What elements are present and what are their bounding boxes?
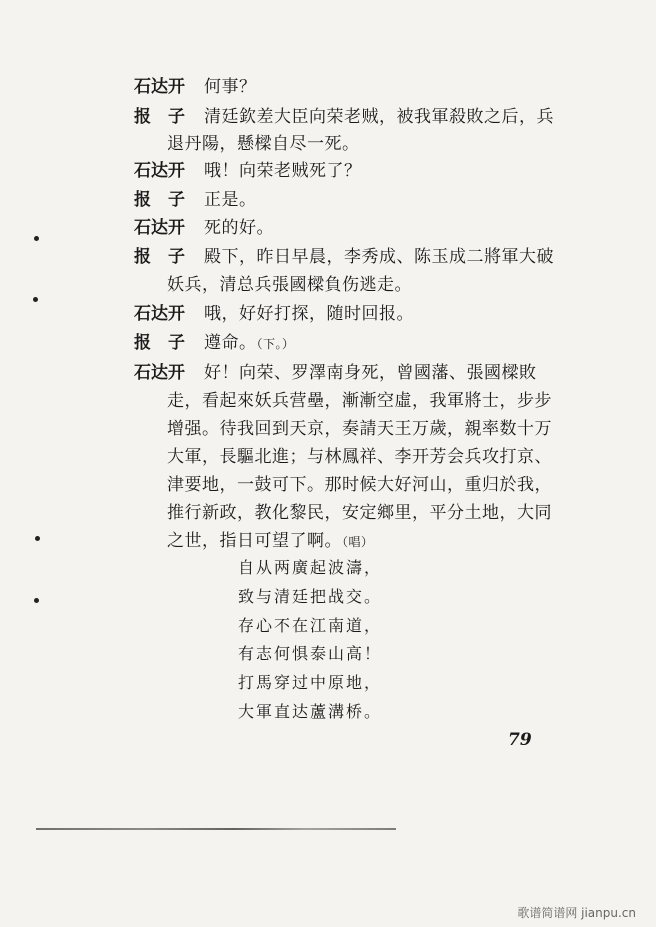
speech-main: 遵命。 xyxy=(204,333,257,353)
speech-continuation: 大軍，長驅北進；与林鳳祥、李开芳会兵攻打京、 xyxy=(167,447,552,467)
speaker-label: 石达开 xyxy=(134,77,185,97)
speech-continuation: 增强。待我回到天京，奏請天王万歲，親率数十万 xyxy=(167,419,552,439)
speaker-label: 石达开 xyxy=(134,218,185,238)
speaker-label: 石达开 xyxy=(134,304,185,324)
speaker-label: 报 子 xyxy=(134,247,185,267)
verse-line: 打馬穿过中原地， xyxy=(238,673,383,692)
binding-mark xyxy=(34,236,39,241)
speech-main: 之世，指日可望了啊。 xyxy=(167,531,342,551)
speech-text xyxy=(204,332,295,355)
speech-text: 哦，好好打探，随时回报。 xyxy=(204,304,414,324)
verse-line: 有志何惧泰山高！ xyxy=(238,644,383,663)
speaker-label: 报 子 xyxy=(134,333,185,353)
speech-continuation: 津要地，一鼓可下。那时候大好河山，重归於我， xyxy=(167,475,552,495)
speech-continuation: 走，看起來妖兵营壘，漸漸空虛，我軍將士，步步 xyxy=(167,391,552,411)
watermark: 歌谱简谱网 jianpu.cn xyxy=(517,906,636,920)
speech-text: 正是。 xyxy=(204,190,257,210)
speaker-label: 石达开 xyxy=(134,363,185,383)
stage-direction: （唱） xyxy=(342,535,374,549)
speech-text: 殿下，昨日早晨，李秀成、陈玉成二將軍大破 xyxy=(204,247,554,267)
page-number: 79 xyxy=(508,730,532,750)
speech-text: 死的好。 xyxy=(204,218,274,238)
verse-line: 大軍直达蘆溝桥。 xyxy=(238,702,383,721)
stage-direction: （下。） xyxy=(256,337,295,351)
speaker-label: 报 子 xyxy=(134,190,185,210)
speaker-label: 报 子 xyxy=(134,107,185,127)
speech-continuation: 推行新政，教化黎民，安定鄉里，平分土地，大同 xyxy=(167,503,552,523)
verse-line: 致与清廷把战交。 xyxy=(238,587,383,606)
speech-text: 清廷欽差大臣向荣老贼，被我軍殺敗之后，兵 xyxy=(204,107,554,127)
speaker-label: 石达开 xyxy=(134,161,185,181)
scan-edge-line xyxy=(36,828,396,830)
speech-text: 哦！向荣老贼死了？ xyxy=(204,161,362,181)
verse-line: 存心不在江南道， xyxy=(238,616,383,635)
speech-continuation: 妖兵，清总兵張國樑負伤逃走。 xyxy=(167,275,412,295)
binding-mark xyxy=(35,536,40,541)
speech-text: 好！向荣、罗澤南身死，曾國藩、張國樑敗 xyxy=(204,363,537,383)
verse-line: 自从两廣起波濤， xyxy=(238,558,383,577)
speech-continuation: 退丹陽，懸樑自尽一死。 xyxy=(167,134,360,154)
speech-continuation xyxy=(167,530,374,553)
binding-mark xyxy=(33,297,38,302)
speech-text: 何事？ xyxy=(204,77,257,97)
binding-mark xyxy=(34,598,39,603)
